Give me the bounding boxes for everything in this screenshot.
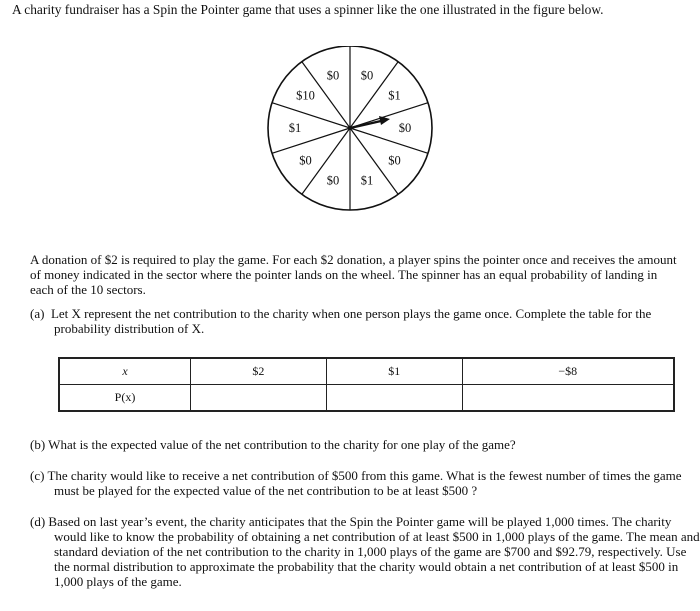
spinner-sector-label: $1 — [388, 88, 401, 103]
table-cell-x-2: $1 — [326, 358, 462, 385]
spinner-sector-label: $0 — [326, 173, 340, 188]
part-a — [30, 306, 678, 336]
spinner-sector-label: $10 — [296, 88, 315, 103]
table-header-x: x — [59, 358, 191, 385]
spinner-sector-label: $0 — [398, 121, 412, 135]
table-row-x — [59, 358, 674, 385]
spinner-wheel — [253, 46, 447, 212]
game-description: A donation of $2 is required to play the game. For each $2 donation, a player spins the pointer once and receives the amount of money indicated in the sector where the pointer lands on the wheel. The spinner has an equal probability of landing in each of the 10 sectors. — [30, 252, 677, 297]
spinner-hub — [348, 126, 352, 130]
spinner-sector-label: $1 — [288, 121, 302, 135]
table-cell-p-1[interactable] — [191, 385, 327, 412]
part-b: (b) What is the expected value of the net contribution to the charity for one play of the game? — [30, 437, 516, 452]
intro-text: A charity fundraiser has a Spin the Pointer game that uses a spinner like the one illustrated in the figure below. — [12, 2, 604, 17]
table-cell-x-3: −$8 — [462, 358, 674, 385]
table-header-p: P(x) — [59, 385, 191, 412]
spinner-sector-label: $0 — [388, 153, 401, 168]
table-row-p — [59, 385, 674, 412]
spinner-sector-label: $0 — [326, 68, 340, 83]
table-cell-p-3[interactable] — [462, 385, 674, 412]
part-c: (c) The charity would like to receive a net contribution of $500 from this game. What is the fewest number of times the game must be played for the expected value of the net contribution to be at least $500 ? — [30, 468, 682, 498]
spinner-sector-label: $1 — [360, 173, 374, 188]
table-cell-p-2[interactable] — [326, 385, 462, 412]
probability-distribution-table — [58, 357, 675, 412]
part-a-text: Let X represent the net contribution to the charity when one person plays the game once. Complete the table for the probability distribution of X. — [50, 306, 652, 336]
spinner-sector-label: $0 — [360, 68, 374, 83]
part-a-label: (a) — [30, 306, 45, 321]
part-d: (d) Based on last year’s event, the charity anticipates that the Spin the Pointer game will be played 1,000 times. The charity would like to know the probability of obtaining a net contribution of at least $500 in 1,000 plays of the game. The mean and standard deviation of the net contribution to the charity in 1,000 plays of the game are $700 and $92.79, respectively. Use the normal distribution to approximate the probability that the charity would obtain a net contribution of at least $500 in 1,000 plays of the game. — [30, 514, 700, 589]
table-cell-x-1: $2 — [191, 358, 327, 385]
spinner-sector-label: $0 — [299, 153, 312, 168]
